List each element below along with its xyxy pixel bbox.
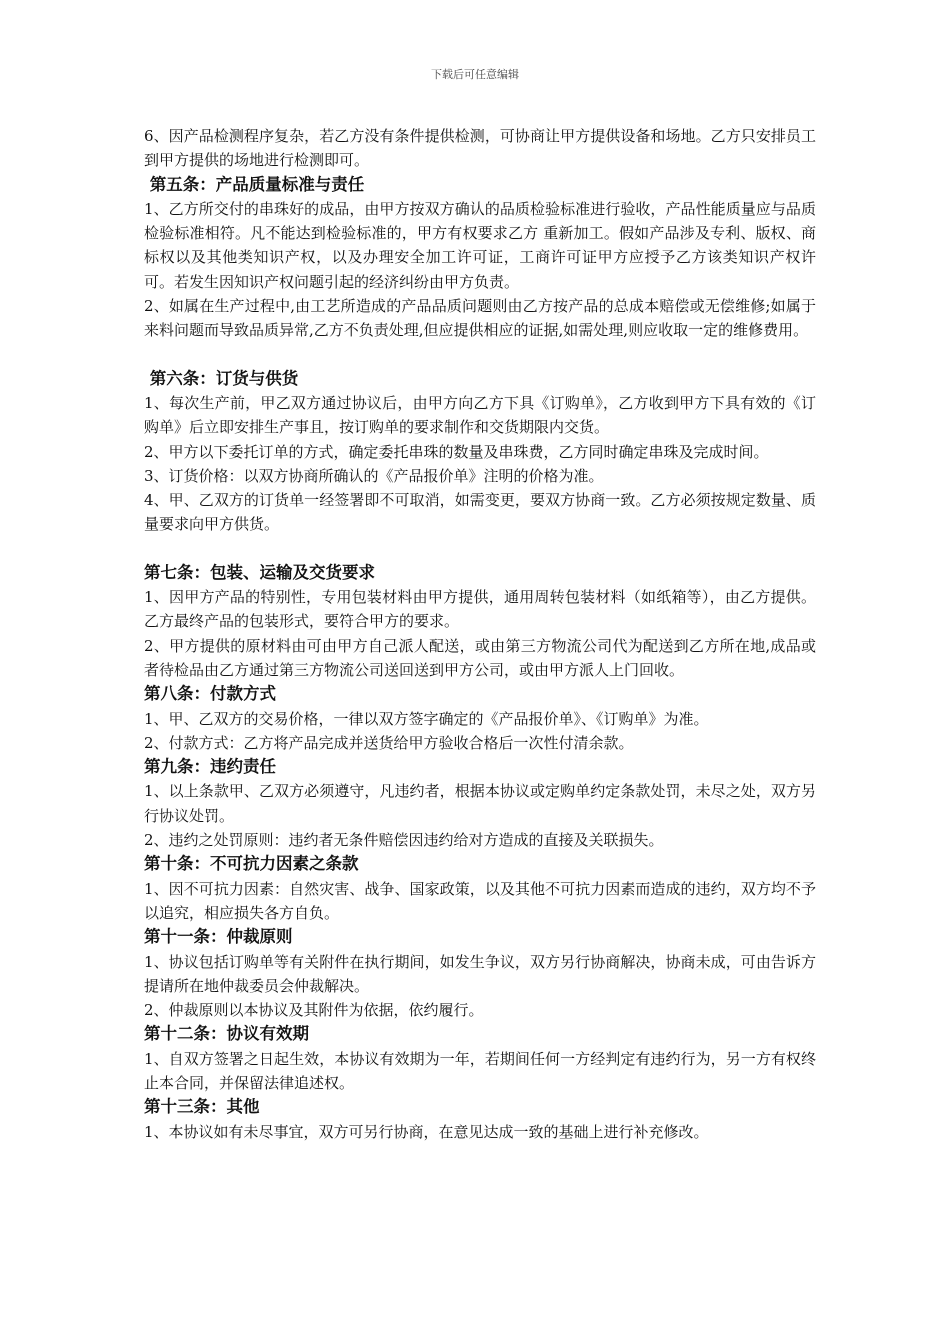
- clause-paragraph: 6、因产品检测程序复杂，若乙方没有条件提供检测，可协商让甲方提供设备和场地。乙方只安排员工到甲方提供的场地进行检测即可。: [144, 127, 816, 170]
- clause-paragraph: 1、因不可抗力因素：自然灾害、战争、国家政策，以及其他不可抗力因素而造成的违约，双方均不予以追究，相应损失各方自负。: [144, 879, 816, 922]
- paragraph-spacer: [144, 343, 816, 367]
- clause-paragraph: 2、甲方提供的原材料由可由甲方自己派人配送，或由第三方物流公司代为配送到乙方所在地,成品或者待检品由乙方通过第三方物流公司送回送到甲方公司，或由甲方派人上门回收。: [144, 636, 816, 679]
- clause-paragraph: 1、自双方签署之日起生效，本协议有效期为一年，若期间任何一方经判定有违约行为，另一方有权终止本合同，并保留法律追述权。: [144, 1049, 816, 1092]
- section-heading: 第九条：违约责任: [144, 757, 276, 777]
- clause-paragraph: 2、如属在生产过程中,由工艺所造成的产品品质问题则由乙方按产品的总成本赔偿或无偿维修;如属于来料问题而导致品质异常,乙方不负责处理,但应提供相应的证据,如需处理,则应收取一定的维修费用。: [144, 297, 816, 340]
- section-heading: 第八条：付款方式: [144, 684, 276, 704]
- clause-paragraph: 3、订货价格：以双方协商所确认的《产品报价单》注明的价格为准。: [144, 466, 604, 485]
- paragraph-spacer: [144, 537, 816, 561]
- section-heading: 第十二条：协议有效期: [144, 1024, 309, 1044]
- section-heading: 第六条：订货与供货: [144, 368, 299, 388]
- section-heading: 第五条：产品质量标准与责任: [144, 174, 365, 194]
- clause-paragraph: 1、每次生产前，甲乙双方通过协议后，由甲方向乙方下具《订购单》，乙方收到甲方下具有效的《订购单》后立即安排生产事且，按订购单的要求制作和交货期限内交货。: [144, 393, 816, 437]
- page-header: 下载后可任意编辑: [431, 68, 519, 81]
- clause-paragraph: 1、协议包括订购单等有关附件在执行期间，如发生争议，双方另行协商解决，协商未成，可由告诉方提请所在地仲裁委员会仲裁解决。: [144, 952, 816, 995]
- section-heading: 第十三条：其他: [144, 1097, 260, 1117]
- clause-paragraph: 1、甲、乙双方的交易价格，一律以双方签字确定的《产品报价单》、《订购单》为准。: [144, 709, 709, 728]
- clause-paragraph: 1、本协议如有未尽事宜，双方可另行协商，在意见达成一致的基础上进行补充修改。: [144, 1122, 709, 1141]
- section-heading: 第十条：不可抗力因素之条款: [144, 854, 359, 874]
- document-body: [144, 124, 816, 1144]
- clause-paragraph: 2、甲方以下委托订单的方式，确定委托串珠的数量及串珠费，乙方同时确定串珠及完成时间。: [144, 442, 769, 461]
- clause-paragraph: 1、因甲方产品的特别性，专用包装材料由甲方提供，通用周转包装材料（如纸箱等），由乙方提供。乙方最终产品的包装形式，要符合甲方的要求。: [144, 588, 816, 631]
- clause-paragraph: 2、付款方式：乙方将产品完成并送货给甲方验收合格后一次性付清余款。: [144, 733, 634, 752]
- clause-paragraph: 2、仲裁原则以本协议及其附件为依据，依约履行。: [144, 1001, 484, 1020]
- section-heading: 第十一条：仲裁原则: [144, 927, 293, 947]
- clause-paragraph: 4、甲、乙双方的订货单一经签署即不可取消，如需变更，要双方协商一致。乙方必须按规定数量、质量要求向甲方供货。: [144, 491, 816, 534]
- clause-paragraph: 1、乙方所交付的串珠好的成品，由甲方按双方确认的品质检验标准进行验收，产品性能质量应与品质检验标准相符。凡不能达到检验标准的，甲方有权要求乙方 重新加工。假如产品涉及专利、版权、商标权以及其他类知识产权，以及办理安全加工许可证，工商许可证甲方应授予乙方该类知识产权许可。若发生因知识产权问题引起的经济纠纷由甲方负责。: [144, 199, 816, 291]
- clause-paragraph: 2、违约之处罚原则：违约者无条件赔偿因违约给对方造成的直接及关联损失。: [144, 831, 664, 850]
- section-heading: 第七条：包装、运输及交货要求: [144, 562, 375, 582]
- clause-paragraph: 1、以上条款甲、乙双方必须遵守，凡违约者，根据本协议或定购单约定条款处罚，未尽之处，双方另行协议处罚。: [144, 782, 816, 825]
